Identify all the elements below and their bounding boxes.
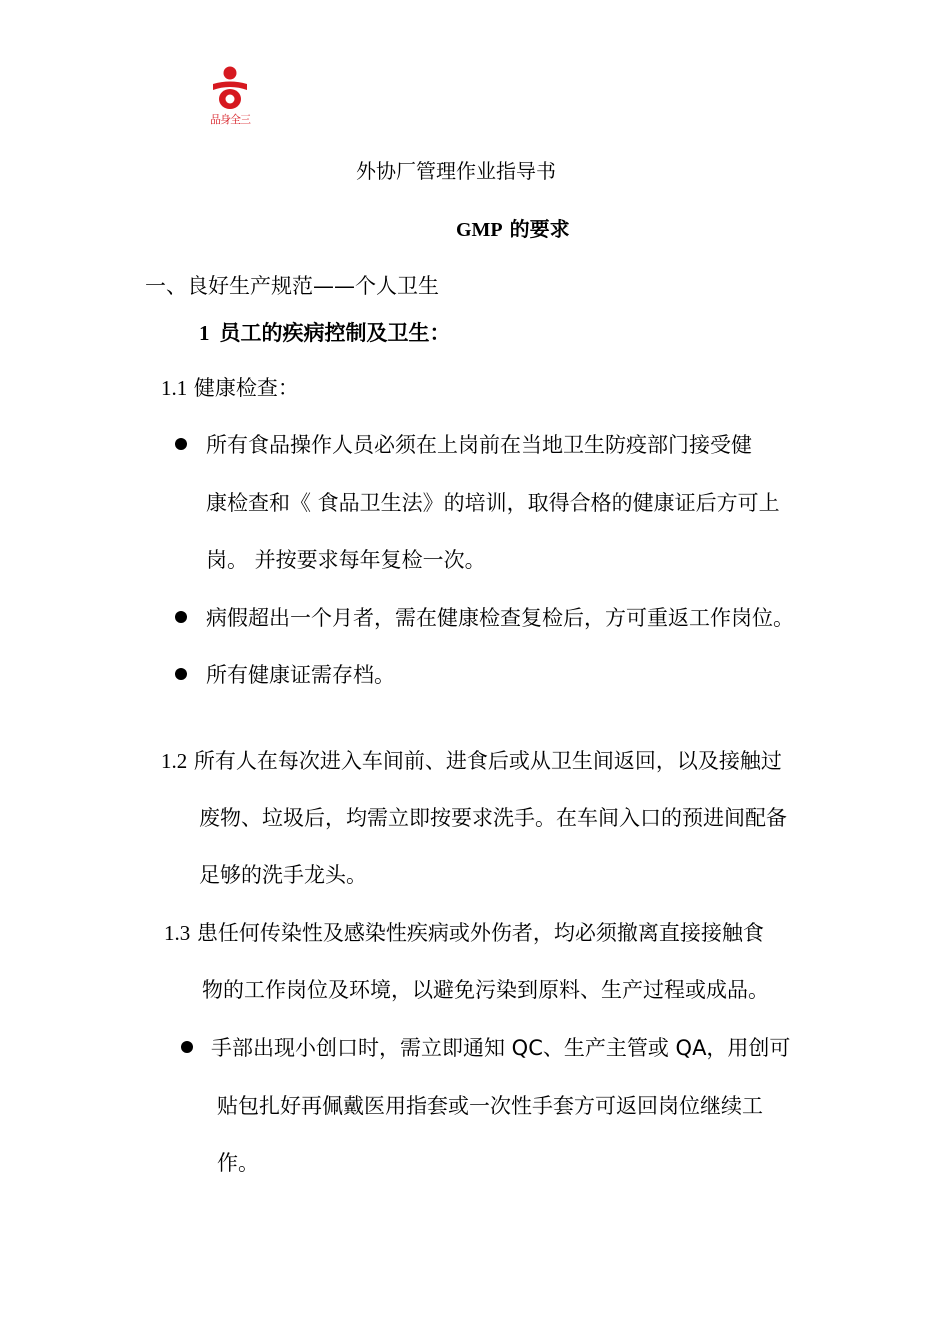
subsection-heading bbox=[199, 317, 451, 347]
document-subtitle bbox=[456, 213, 570, 242]
subtitle-latin: GMP bbox=[456, 219, 503, 241]
item-1-2-line-1 bbox=[161, 745, 782, 775]
item-1-1 bbox=[161, 372, 299, 402]
bullet-icon bbox=[175, 611, 187, 623]
item-1-3-line-2: 物的工作岗位及环境，以避免污染到原料、生产过程或成品。 bbox=[202, 978, 769, 1002]
item-1-1-text: 健康检查： bbox=[187, 376, 299, 400]
section-heading: 一、良好生产规范——个人卫生 bbox=[145, 274, 439, 298]
item-1-2-line-2: 废物、垃圾后，均需立即按要求洗手。在车间入口的预进间配备 bbox=[199, 806, 787, 830]
item-1-3-number: 1.3 bbox=[164, 921, 191, 945]
bullet-1-line-1: 所有食品操作人员必须在上岗前在当地卫生防疫部门接受健 bbox=[206, 433, 752, 457]
bullet-2-text: 病假超出一个月者，需在健康检查复检后，方可重返工作岗位。 bbox=[206, 606, 794, 630]
bullet-4-line-3: 作。 bbox=[217, 1151, 259, 1175]
item-1-3-text: 患任何传染性及感染性疾病或外伤者，均必须撤离直接接触食 bbox=[190, 921, 764, 945]
item-1-3-line-1 bbox=[164, 917, 764, 947]
company-logo bbox=[199, 66, 263, 126]
bullet-1-line-3: 岗。 并按要求每年复检一次。 bbox=[206, 548, 486, 572]
item-1-1-number: 1.1 bbox=[161, 376, 188, 400]
logo-text: 品身全三 bbox=[210, 113, 250, 126]
bullet-icon bbox=[181, 1041, 193, 1053]
bullet-3-text: 所有健康证需存档。 bbox=[206, 663, 395, 687]
item-1-2-number: 1.2 bbox=[161, 749, 188, 773]
subsection-number: 1 bbox=[199, 321, 210, 345]
bullet-4-line-1: 手部出现小创口时，需立即通知 QC、生产主管或 QA，用创可 bbox=[211, 1036, 791, 1060]
bullet-4-line-2: 贴包扎好再佩戴医用指套或一次性手套方可返回岗位继续工 bbox=[217, 1094, 763, 1118]
bullet-icon bbox=[175, 438, 187, 450]
logo-mark-icon bbox=[199, 66, 261, 112]
bullet-icon bbox=[175, 668, 187, 680]
bullet-1-line-2: 康检查和《 食品卫生法》的培训，取得合格的健康证后方可上 bbox=[206, 491, 780, 515]
subtitle-text: 的要求 bbox=[502, 217, 570, 241]
item-1-2-text: 所有人在每次进入车间前、进食后或从卫生间返回，以及接触过 bbox=[187, 749, 782, 773]
subsection-text: 员工的疾病控制及卫生： bbox=[219, 321, 451, 345]
item-1-2-line-3: 足够的洗手龙头。 bbox=[199, 863, 367, 887]
document-title: 外协厂管理作业指导书 bbox=[356, 159, 556, 183]
